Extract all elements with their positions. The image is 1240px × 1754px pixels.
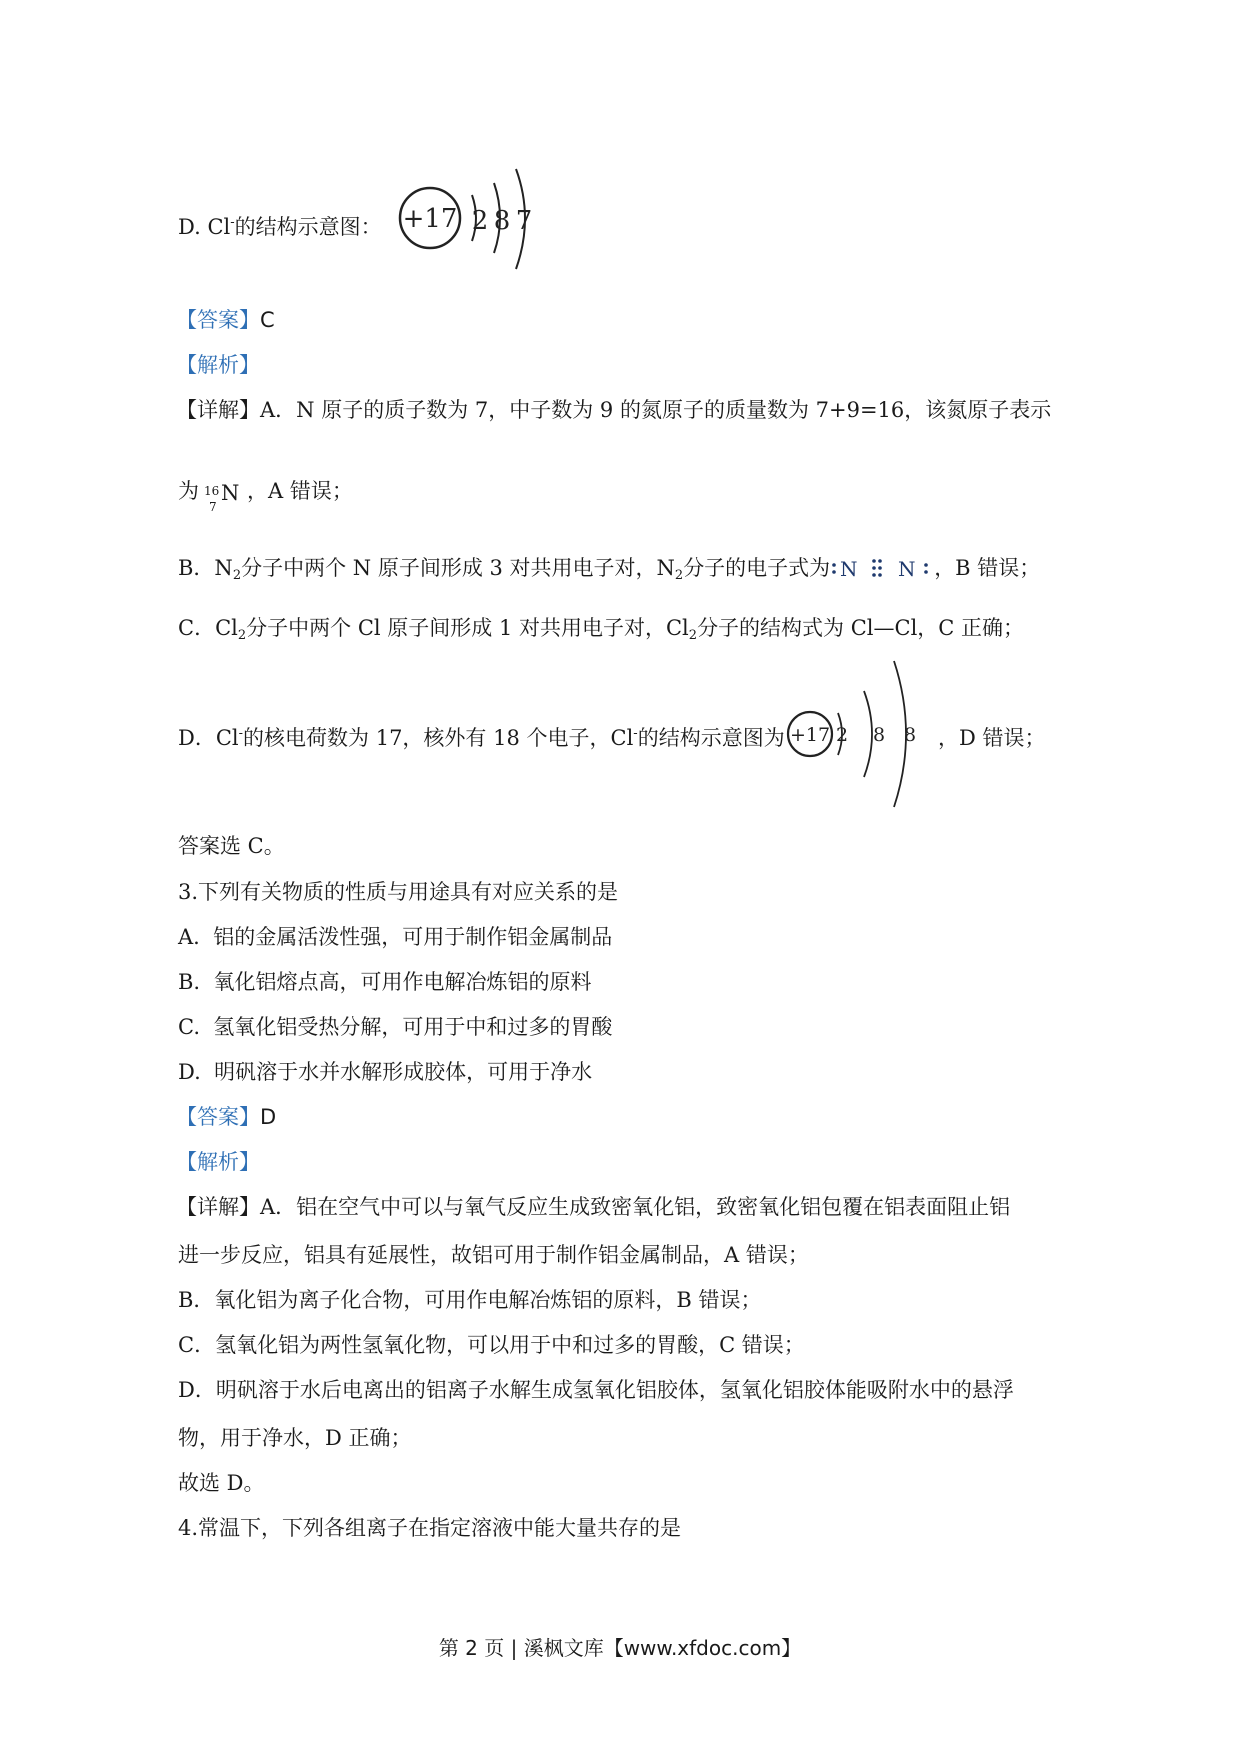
answer-value: C [260, 308, 275, 332]
answer-tag: 【答案】 [176, 1105, 260, 1129]
option-d-prev [178, 212, 382, 242]
answer-2 [176, 305, 275, 335]
option-label: D. [178, 215, 201, 239]
conclusion-2: 答案选 C。 [178, 834, 285, 858]
shell-electrons-3: 7 [515, 206, 533, 236]
detail3-d1: D．明矾溶于水后电离出的铝离子水解生成氢氧化铝胶体，氢氧化铝胶体能吸附水中的悬浮 [178, 1378, 1014, 1402]
chloride-ion-structure-diagram [786, 655, 926, 815]
detail-a-line1: 【详解】A．N 原子的质子数为 7，中子数为 9 的氮原子的质量数为 7+9=16，该氮原子表示 [176, 398, 1052, 422]
analysis-tag-3: 【解析】 [176, 1150, 260, 1174]
detail-d-tail: ，D 错误； [938, 726, 1046, 750]
chlorine-atom-structure-diagram [398, 165, 548, 275]
option-d: D. 明矾溶于水并水解形成胶体，可用于净水 [178, 1060, 593, 1084]
shell-electrons-3: 8 [903, 724, 917, 746]
answer-tag: 【答案】 [176, 308, 260, 332]
option-c: C. 氢氧化铝受热分解，可用于中和过多的胃酸 [178, 1015, 613, 1039]
nucleus-label: +17 [789, 724, 831, 746]
svg-text:N: N [898, 556, 916, 581]
page-footer: 第 2 页 | 溪枫文库【www.xfdoc.com】 [438, 1636, 802, 1660]
shell-electrons-1: 2 [835, 724, 849, 746]
option-b: B. 氧化铝熔点高，可用作电解冶炼铝的原料 [178, 970, 592, 994]
detail-c: C．$Cl_2$分子中两个 Cl 原子间形成 1 对共用电子对，$Cl_2$分子的结构式为 Cl—Cl，C 正确； [178, 616, 1025, 643]
n2-electron-formula [830, 555, 934, 585]
shell-electrons-2: 8 [493, 206, 511, 236]
conclusion-3: 故选 D。 [178, 1471, 265, 1495]
detail-a-line2: 为 16 7 N ，A 错误； [178, 479, 353, 514]
answer-value: D [260, 1105, 277, 1129]
shell-electrons-2: 8 [872, 724, 886, 746]
answer-3 [176, 1102, 276, 1132]
nucleus-label: +17 [402, 204, 458, 234]
detail-b: B．$N_2$分子中两个 N 原子间形成 3 对共用电子对，$N_2$分子的电子式为 N N ，B 错误； [178, 556, 1041, 583]
detail3-b: B．氧化铝为离子化合物，可用作电解冶炼铝的原料，B 错误； [178, 1288, 762, 1312]
option-a: A. 铝的金属活泼性强，可用于制作铝金属制品 [178, 925, 613, 949]
detail3-d2: 物，用于净水，D 正确； [178, 1426, 412, 1450]
detail-d: D．Cl-的核电荷数为 17，核外有 18 个电子，Cl-的结构示意图为 [178, 726, 785, 750]
detail3-a1: 【详解】A．铝在空气中可以与氧气反应生成致密氧化铝，致密氧化铝包覆在铝表面阻止铝 [176, 1195, 1011, 1219]
shell-arc-2 [864, 691, 872, 777]
option-text: Cl-的结构示意图： [207, 215, 382, 239]
nuclide-symbol: 16 7 N [204, 480, 240, 514]
analysis-tag: 【解析】 [176, 353, 260, 377]
shell-electrons-1: 2 [471, 206, 489, 236]
detail-tag: 【详解】 [176, 398, 260, 422]
question-3-stem: 3.下列有关物质的性质与用途具有对应关系的是 [178, 880, 619, 904]
question-4-stem: 4.常温下，下列各组离子在指定溶液中能大量共存的是 [178, 1516, 682, 1540]
detail3-c: C．氢氧化铝为两性氢氧化物，可以用于中和过多的胃酸，C 错误； [178, 1333, 805, 1357]
detail3-a2: 进一步反应，铝具有延展性，故铝可用于制作铝金属制品，A 错误； [178, 1243, 809, 1267]
svg-text:N: N [840, 556, 858, 581]
